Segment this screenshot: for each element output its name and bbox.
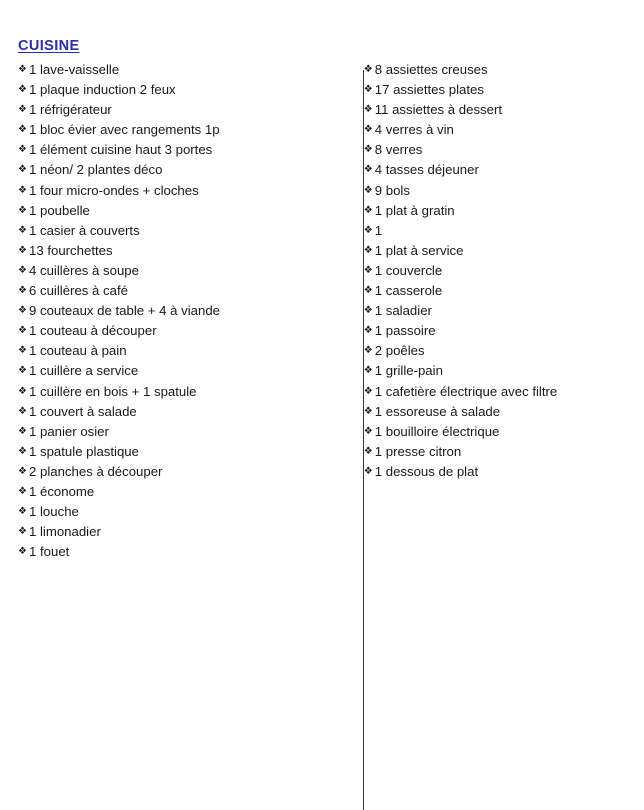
list-item [18,241,334,261]
list-item-label: 1 limonadier [29,524,101,540]
list-item [18,442,334,462]
list-item [364,361,614,381]
diamond-bullet-icon: ❖ [363,164,373,176]
list-item-label: 1 louche [29,504,79,520]
list-item-label: 13 fourchettes [29,242,113,258]
list-item [364,402,614,422]
list-item [18,382,334,402]
list-item [18,522,334,542]
list-item-label: 1 couteau à découper [29,323,157,339]
diamond-bullet-icon: ❖ [18,305,27,317]
diamond-bullet-icon: ❖ [18,425,27,437]
list-item [364,442,614,462]
diamond-bullet-icon: ❖ [18,526,27,538]
list-item-label: 1 plaque induction 2 feux [29,82,176,98]
list-item-label: 8 verres [374,142,423,158]
list-item-label: 1 essoreuse à salade [374,403,501,419]
list-item [18,100,334,120]
list-item [18,281,334,301]
list-item-label: 1 plat à service [374,242,464,258]
list-item [364,160,614,180]
list-item [18,502,334,522]
left-column [16,60,334,562]
list-item-label: 1 fouet [29,544,70,560]
list-item-label: 11 assiettes à dessert [374,102,503,118]
list-item [18,542,334,562]
list-item-label: 8 assiettes creuses [374,62,488,77]
list-item [364,201,614,221]
diamond-bullet-icon: ❖ [363,104,373,116]
list-item-label: 6 cuillères à café [29,283,128,299]
diamond-bullet-icon: ❖ [18,124,27,136]
diamond-bullet-icon: ❖ [18,64,27,75]
list-item [18,482,334,502]
list-item-label: 4 cuillères à soupe [29,262,139,278]
list-item-label: 1 [374,222,383,238]
list-item-label: 1 cuillère a service [29,363,139,379]
diamond-bullet-icon: ❖ [18,264,27,276]
list-item-label: 1 grille-pain [374,363,443,379]
list-item-label: 1 presse citron [374,443,462,459]
list-item [18,221,334,241]
list-item [18,140,334,160]
list-item-label: 1 bloc évier avec rangements 1p [29,122,220,138]
two-column-layout [16,60,614,562]
kitchen-inventory-list-left [18,60,334,562]
list-item-label: 1 couvercle [374,262,443,278]
list-item [364,221,614,241]
diamond-bullet-icon: ❖ [363,305,373,317]
list-item [364,181,614,201]
list-item-label: 17 assiettes plates [374,82,484,98]
list-item-label: 1 économe [29,483,95,499]
diamond-bullet-icon: ❖ [18,465,27,477]
list-item-label: 1 four micro-ondes + cloches [29,182,199,198]
list-item [18,321,334,341]
diamond-bullet-icon: ❖ [363,445,373,457]
list-item-label: 1 lave-vaisselle [29,62,120,77]
list-item-label: 1 casserole [374,283,443,299]
list-item [18,361,334,381]
diamond-bullet-icon: ❖ [363,405,373,417]
diamond-bullet-icon: ❖ [18,325,27,337]
list-item-label: 1 bouilloire électrique [374,423,500,439]
diamond-bullet-icon: ❖ [18,204,27,216]
list-item-label: 1 plat à gratin [374,202,455,218]
list-item [18,201,334,221]
list-item [364,382,614,402]
list-item [364,80,614,100]
list-item [18,462,334,482]
diamond-bullet-icon: ❖ [363,244,373,256]
list-item [18,181,334,201]
diamond-bullet-icon: ❖ [18,285,27,297]
diamond-bullet-icon: ❖ [363,385,373,397]
diamond-bullet-icon: ❖ [18,506,27,518]
list-item [364,241,614,261]
list-item [18,341,334,361]
list-item [18,120,334,140]
diamond-bullet-icon: ❖ [363,465,373,477]
list-item-label: 1 panier osier [29,423,109,439]
diamond-bullet-icon: ❖ [18,365,27,377]
page-title: CUISINE [18,38,80,54]
list-item [364,422,614,442]
diamond-bullet-icon: ❖ [363,325,373,337]
list-item [18,261,334,281]
list-item-label: 1 casier à couverts [29,222,140,238]
list-item-label: 1 dessous de plat [374,463,479,479]
list-item [18,422,334,442]
diamond-bullet-icon: ❖ [363,285,373,297]
list-item [364,321,614,341]
right-column [334,60,614,482]
diamond-bullet-icon: ❖ [363,204,373,216]
list-item-label: 1 cuillère en bois + 1 spatule [29,383,197,399]
list-item [364,281,614,301]
diamond-bullet-icon: ❖ [363,264,373,276]
list-item [364,100,614,120]
list-item-label: 1 cafetière électrique avec filtre [374,383,558,399]
diamond-bullet-icon: ❖ [18,445,27,457]
list-item [364,120,614,140]
list-item [364,60,614,80]
list-item-label: 9 couteaux de table + 4 à viande [29,303,220,319]
diamond-bullet-icon: ❖ [363,124,373,136]
list-item [18,60,334,80]
diamond-bullet-icon: ❖ [18,385,27,397]
diamond-bullet-icon: ❖ [18,144,27,156]
list-item [364,140,614,160]
list-item-label: 1 couvert à salade [29,403,137,419]
list-item-label: 4 tasses déjeuner [374,162,479,178]
diamond-bullet-icon: ❖ [18,345,27,357]
diamond-bullet-icon: ❖ [363,64,373,75]
list-item-label: 1 passoire [374,323,436,339]
list-item-label: 9 bols [374,182,410,198]
list-item-label: 1 réfrigérateur [29,102,112,118]
list-item [18,160,334,180]
list-item-label: 1 élément cuisine haut 3 portes [29,142,213,158]
diamond-bullet-icon: ❖ [363,365,373,377]
list-item [364,261,614,281]
list-item-label: 2 poêles [374,343,425,359]
list-item-label: 1 saladier [374,303,432,319]
list-item [18,402,334,422]
diamond-bullet-icon: ❖ [18,84,27,96]
list-item [18,301,334,321]
diamond-bullet-icon: ❖ [18,164,27,176]
kitchen-inventory-list-right [364,60,614,482]
diamond-bullet-icon: ❖ [363,184,373,196]
list-item-label: 1 couteau à pain [29,343,127,359]
list-item-label: 1 spatule plastique [29,443,139,459]
list-item [364,341,614,361]
diamond-bullet-icon: ❖ [18,244,27,256]
list-item [364,301,614,321]
list-item [18,80,334,100]
list-item-label: 1 poubelle [29,202,90,218]
list-item-label: 4 verres à vin [374,122,454,138]
diamond-bullet-icon: ❖ [18,485,27,497]
diamond-bullet-icon: ❖ [363,425,373,437]
diamond-bullet-icon: ❖ [18,104,27,116]
diamond-bullet-icon: ❖ [18,405,27,417]
diamond-bullet-icon: ❖ [18,546,27,558]
diamond-bullet-icon: ❖ [18,224,27,236]
list-item-label: 1 néon/ 2 plantes déco [29,162,163,178]
diamond-bullet-icon: ❖ [363,224,373,236]
diamond-bullet-icon: ❖ [363,345,373,357]
diamond-bullet-icon: ❖ [363,144,373,156]
list-item-label: 2 planches à découper [29,463,163,479]
list-item [364,462,614,482]
diamond-bullet-icon: ❖ [363,84,373,96]
diamond-bullet-icon: ❖ [18,184,27,196]
